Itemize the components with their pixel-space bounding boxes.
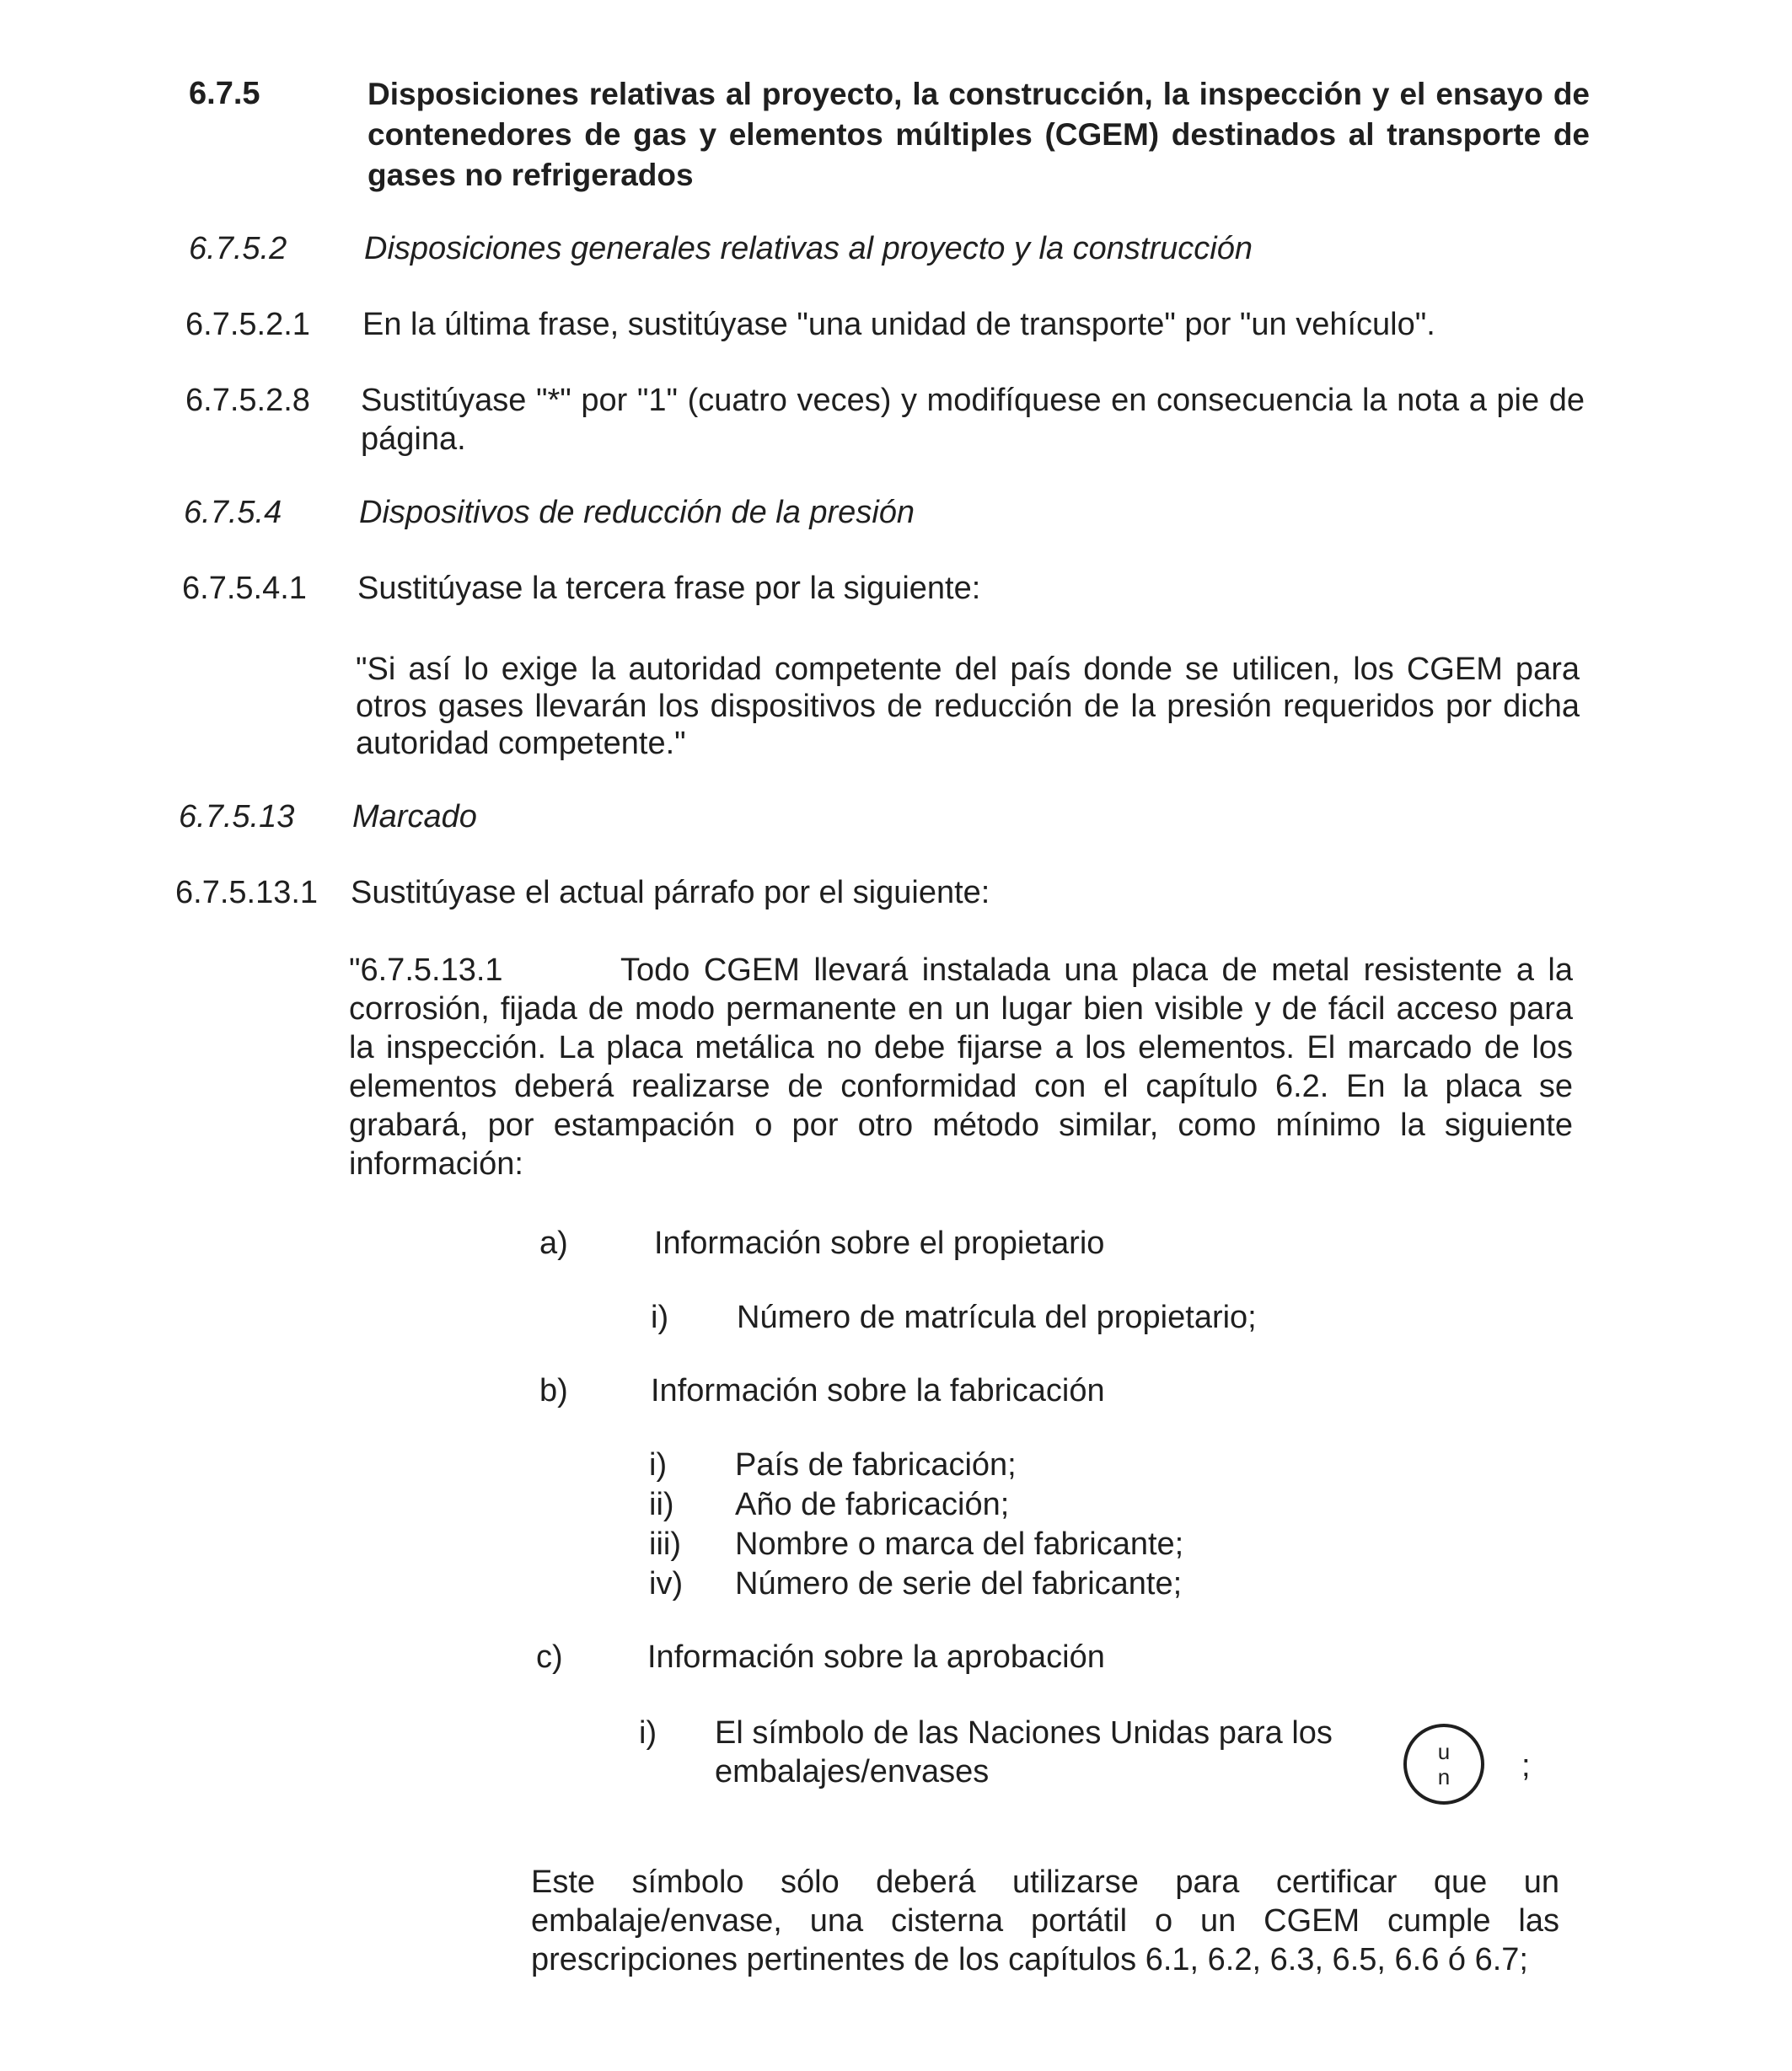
section-text-6-7-5-13-1: Sustitúyase el actual párrafo por el siguiente: [351,875,990,910]
section-number-6-7-5-2-8: 6.7.5.2.8 [185,383,310,418]
quoted-paragraph-6-7-5-4-1: "Si así lo exige la autoridad competente del país donde se utilicen, los CGEM para otros gases llevarán los dispositivos de reducción de la presión requeridos por dicha autoridad competente." [356,652,1580,761]
section-title-6-7-5-2: Disposiciones generales relativas al proyecto y la construcción [364,231,1253,266]
section-text-6-7-5-2-8: Sustitúyase "*" por "1" (cuatro veces) y modifíquese en consecuencia la nota a pie de página. [361,383,1585,457]
section-text-6-7-5-4-1: Sustitúyase la tercera frase por la siguiente: [357,571,981,606]
sublist-mark: i) [651,1300,669,1335]
section-number-6-7-5-4-1: 6.7.5.4.1 [182,571,307,606]
un-symbol-letter-u: u [1437,1739,1451,1764]
list-label-c: Información sobre la aprobación [647,1639,1105,1675]
list-label-b: Información sobre la fabricación [651,1373,1105,1408]
section-title-6-7-5-13: Marcado [352,799,477,834]
section-number-6-7-5-2: 6.7.5.2 [189,231,287,266]
sublist-text: Nombre o marca del fabricante; [735,1526,1184,1562]
sublist-text: País de fabricación; [735,1447,1017,1483]
un-symbol-letter-n: n [1437,1764,1451,1789]
list-label-a: Información sobre el propietario [654,1226,1105,1261]
sublist-mark: ii) [649,1487,674,1522]
sublist-mark: iv) [649,1566,684,1602]
un-symbol-note: Este símbolo sólo deberá utilizarse para certificar que un embalaje/envase, una cisterna portátil o un CGEM cumple las prescripciones pertinentes de los capítulos 6.1, 6.2, 6.3, 6.5, 6.6 ó 6.7; [531,1864,1559,1977]
section-number-6-7-5-13: 6.7.5.13 [179,799,295,834]
list-mark-c: c) [536,1639,563,1675]
section-title-6-7-5-4: Dispositivos de reducción de la presión [359,495,915,530]
section-text-6-7-5-2-1: En la última frase, sustitúyase "una unidad de transporte" por "un vehículo". [362,307,1435,342]
section-number-6-7-5-13-1: 6.7.5.13.1 [175,875,319,910]
sublist-mark: i) [649,1447,668,1483]
quoted-paragraph-6-7-5-13-1 [349,951,1573,1183]
sublist-text: El símbolo de las Naciones Unidas para los embalajes/envases [715,1715,1333,1789]
section-title-6-7-5: Disposiciones relativas al proyecto, la construcción, la inspección y el ensayo de contenedores de gas y elementos múltiples (CGEM) destinados al transporte de gases no refrigerados [368,77,1590,192]
sublist-text: Número de matrícula del propietario; [737,1300,1257,1335]
sublist-text: Número de serie del fabricante; [735,1566,1183,1602]
list-mark-b: b) [539,1373,568,1408]
sublist-mark: i) [639,1715,657,1751]
un-packaging-symbol [1403,1724,1484,1805]
sublist-text: Año de fabricación; [735,1487,1010,1522]
quoted-section-number: "6.7.5.13.1 [349,952,503,988]
section-number-6-7-5: 6.7.5 [189,76,260,111]
quoted-section-text: Todo CGEM llevará instalada una placa de metal resistente a la corrosión, fijada de modo permanente en un lugar bien visible y de fácil acceso para la inspección. La placa metálica no debe fijarse a los elementos. El marcado de los elementos deberá realizarse de conformidad con el capítulo 6.2. En la placa se grabará, por estampación o por otro método similar, como mínimo la siguiente información: [349,952,1573,1182]
section-number-6-7-5-2-1: 6.7.5.2.1 [185,307,310,342]
list-mark-a: a) [539,1226,568,1261]
sublist-mark: iii) [649,1526,681,1562]
symbol-semicolon: ; [1521,1748,1531,1784]
section-number-6-7-5-4: 6.7.5.4 [184,495,282,530]
